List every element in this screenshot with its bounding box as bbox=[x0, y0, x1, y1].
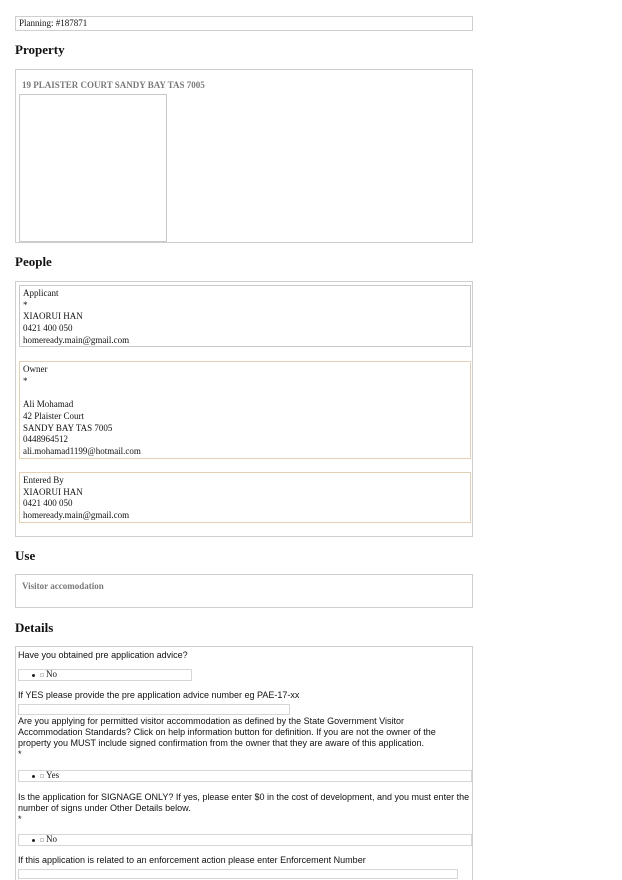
required-marker: * bbox=[18, 814, 22, 824]
owner-role: Owner bbox=[23, 364, 48, 374]
entered-by-card bbox=[19, 472, 471, 523]
people-heading: People bbox=[15, 254, 52, 269]
bullet-icon bbox=[32, 674, 35, 677]
entered-by-name: XIAORUI HAN bbox=[23, 486, 83, 497]
enforcement-number-input[interactable] bbox=[18, 869, 458, 879]
property-heading: Property bbox=[15, 42, 65, 57]
applicant-email: homeready.main@gmail.com bbox=[23, 334, 130, 345]
applicant-card bbox=[19, 285, 471, 347]
applicant-role: Applicant bbox=[23, 288, 59, 298]
q3-line-1: Are you applying for permitted visitor accommodation as defined by the State Government Visitor bbox=[18, 716, 405, 726]
q3-radio-yes[interactable] bbox=[40, 774, 44, 778]
q4-line-2: number of signs under Other Details below. bbox=[18, 803, 191, 813]
owner-street: 42 Plaister Court bbox=[23, 410, 84, 421]
entered-by-email: homeready.main@gmail.com bbox=[23, 510, 130, 521]
q4-text bbox=[18, 792, 469, 825]
pre-application-number-input[interactable] bbox=[18, 704, 290, 715]
owner-phone: 0448964512 bbox=[23, 434, 68, 445]
details-panel bbox=[15, 646, 473, 880]
details-heading: Details bbox=[15, 620, 54, 635]
people-panel bbox=[15, 281, 473, 537]
q1-answer-list bbox=[18, 669, 192, 681]
owner-email: ali.mohamad1199@hotmail.com bbox=[23, 445, 141, 456]
planning-bar bbox=[15, 16, 473, 31]
q3-line-3: property you MUST include signed confirmation from the owner that they are aware of this application. bbox=[18, 738, 425, 748]
use-panel bbox=[15, 574, 473, 608]
q3-text bbox=[18, 716, 436, 760]
q4-radio-no[interactable] bbox=[40, 838, 44, 842]
bullet-icon bbox=[32, 839, 35, 842]
property-address: 19 PLAISTER COURT SANDY BAY TAS 7005 bbox=[22, 80, 205, 90]
owner-card bbox=[19, 361, 471, 459]
applicant-name: XIAORUI HAN bbox=[23, 311, 83, 322]
required-marker: * bbox=[23, 299, 28, 310]
property-map-frame bbox=[19, 94, 167, 242]
q1-radio-no[interactable] bbox=[40, 673, 44, 677]
q5-text: If this application is related to an enforcement action please enter Enforcement Number bbox=[18, 855, 366, 865]
required-marker: * bbox=[23, 375, 28, 386]
q2-text: If YES please provide the pre application advice number eg PAE-17-xx bbox=[18, 690, 300, 700]
entered-by-phone: 0421 400 050 bbox=[23, 498, 73, 509]
q1-answer: No bbox=[46, 669, 57, 680]
q3-answer: Yes bbox=[46, 770, 60, 781]
bullet-icon bbox=[32, 775, 35, 778]
q4-line-1: Is the application for SIGNAGE ONLY? If yes, please enter $0 in the cost of development, and you must enter the bbox=[18, 792, 470, 802]
applicant-phone: 0421 400 050 bbox=[23, 323, 73, 334]
use-value: Visitor accomodation bbox=[22, 581, 104, 591]
entered-by-role: Entered By bbox=[23, 475, 64, 485]
q4-answer: No bbox=[46, 834, 57, 845]
q3-answer-list bbox=[18, 770, 472, 782]
q1-text: Have you obtained pre application advice? bbox=[18, 650, 188, 660]
use-heading: Use bbox=[15, 548, 36, 563]
q3-line-2: Accommodation Standards? Click on help information button for definition. If you are not the owner of the bbox=[18, 727, 436, 737]
q4-answer-list bbox=[18, 834, 472, 846]
planning-label: Planning: #187871 bbox=[19, 18, 88, 28]
required-marker: * bbox=[18, 749, 22, 759]
owner-name: Ali Mohamad bbox=[23, 399, 74, 410]
property-panel bbox=[15, 69, 473, 243]
owner-suburb: SANDY BAY TAS 7005 bbox=[23, 422, 113, 433]
